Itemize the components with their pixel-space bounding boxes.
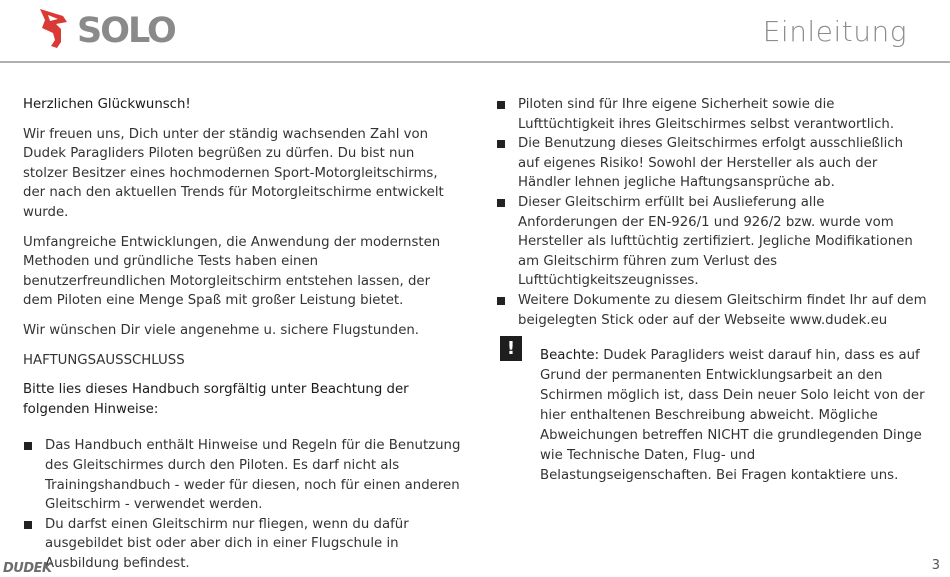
disclaimer-heading: HAFTUNGSAUSSCHLUSS (23, 352, 185, 368)
logo-wordmark: SOLO (77, 11, 175, 51)
list-item: Du darfst einen Gleitschirm nur fliegen, wenn du dafür ausgebildet bist oder aber dich in einer Flugschule in Ausbildung befindest. (23, 515, 463, 574)
wishes-paragraph: Wir wünschen Dir viele angenehme u. sichere Flugstunden. (23, 322, 420, 338)
intro-paragraph: Wir freuen uns, Dich unter der ständig wachsenden Zahl von Dudek Paragliders Piloten begrüßen zu dürfen. Du bist nun stolzer Besitzer eines hochmodernen Sport-Motorgleitschirms, der nach den aktuellen Trends für Motorgleitschirme entwickelt wurde. (23, 126, 444, 220)
right-column (496, 95, 928, 330)
notice-body: Dudek Paragliders weist darauf hin, dass es auf Grund der permanenten Entwicklungsarbeit an den Schirmen möglich ist, dass Dein neuer Solo leicht von der hier enthaltenen Beschreibung abweicht. Mögliche Abweichungen betreffen NICHT die grundlegenden Dinge wie Technische Daten, Flug- und Belastungseigenschaften. Bei Fragen kontaktiere uns. (540, 348, 925, 484)
square-bullet-icon (497, 199, 505, 207)
page-number: 3 (931, 558, 940, 573)
notice-label: Beachte: (540, 348, 600, 364)
solo-logo (37, 6, 177, 50)
page-title: Einleitung (762, 15, 907, 48)
notice-text (540, 346, 928, 486)
list-item: Das Handbuch enthält Hinweise und Regeln für die Benutzung des Gleitschirmes durch den Piloten. Es darf nicht als Trainingshandbuch - weder für diesen, noch für einen anderen Gleitschirm - verwendet werden. (23, 436, 463, 514)
list-item: Die Benutzung dieses Gleitschirmes erfolgt ausschließlich auf eigenes Risiko! Sowohl der Hersteller als auch der Händler lehnen jegliche Haftungsansprüche ab. (496, 134, 928, 193)
greeting: Herzlichen Glückwunsch! (23, 97, 191, 112)
list-item: Piloten sind für Ihre eigene Sicherheit sowie die Lufttüchtigkeit ihres Gleitschirmes selbst verantwortlich. (496, 95, 928, 134)
square-bullet-icon (24, 521, 32, 529)
square-bullet-icon (497, 101, 505, 109)
square-bullet-icon (497, 140, 505, 148)
exclamation-icon: ! (500, 336, 522, 361)
development-paragraph: Umfangreiche Entwicklungen, die Anwendung der modernsten Methoden und gründliche Tests haben einen benutzerfreundlichen Motorgleitschirm entstehen lassen, der dem Piloten eine Menge Spaß mit großer Leistung bietet. (23, 234, 441, 309)
responsibility-list (496, 95, 928, 330)
list-item: Dieser Gleitschirm erfüllt bei Auslieferung alle Anforderungen der EN-926/1 und 926/2 bzw. wurde vom Hersteller als lufttüchtig zertifiziert. Jegliche Modifikationen am Gleitschirm führen zum Verlust des Lufttüchtigkeitszeugnisses. (496, 193, 928, 291)
square-bullet-icon (497, 297, 505, 305)
left-column (23, 95, 463, 573)
list-item: Weitere Dokumente zu diesem Gleitschirm findet Ihr auf dem beigelegten Stick oder auf der Webseite www.dudek.eu (496, 291, 928, 330)
disclaimer-list (23, 436, 463, 573)
header-divider (0, 61, 950, 63)
dudek-wordmark: DUDEK (3, 561, 52, 576)
dudek-logo (3, 557, 73, 576)
disclaimer-intro: Bitte lies dieses Handbuch sorgfältig unter Beachtung der folgenden Hinweise: (23, 382, 409, 417)
page-header (0, 0, 950, 62)
square-bullet-icon (24, 442, 32, 450)
notice-box (496, 333, 928, 500)
